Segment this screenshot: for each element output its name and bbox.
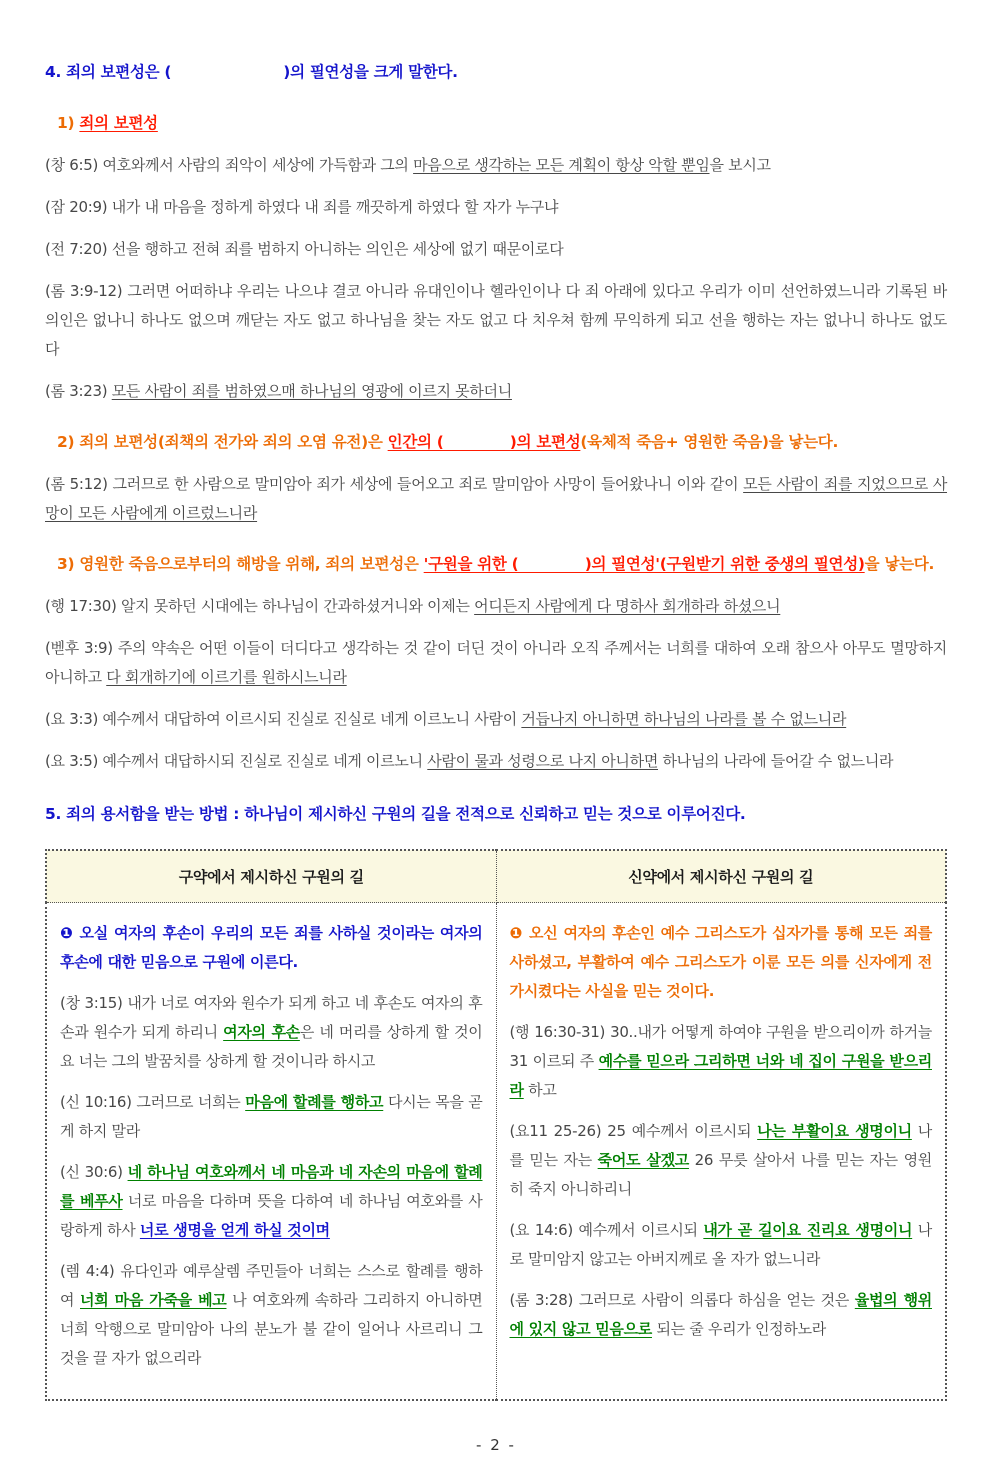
verse-emphasis: 모든 사람이 죄를 범하였으매 하나님의 영광에 이르지 못하더니	[111, 382, 512, 400]
verse-text: (신 30:6)	[60, 1163, 128, 1181]
heading-section-4: 4. 죄의 보편성은 ( )의 필연성을 크게 말한다.	[45, 63, 458, 81]
verse-emphasis-blue: 너로 생명을 얻게 하실 것이며	[139, 1221, 330, 1239]
verse-text: 나로 말미암지 않고는 아버지께로 올 자가 없느니라	[509, 1221, 932, 1268]
circled-one-icon: ❶	[509, 924, 524, 942]
verse-text: (요 3:5) 예수께서 대답하시되 진실로 진실로 네게 이르노니	[45, 752, 428, 770]
subheading-3-text: 을 낳는다.	[864, 555, 935, 573]
verse-text: (롬 5:12) 그러므로 한 사람으로 말미암아 죄가 세상에 들어오고 죄로 말미암아 사망이 들어왔나니 이와 같이	[45, 475, 744, 493]
verse-john-11-25-26	[510, 1117, 933, 1204]
verse-deut-10-16	[60, 1088, 483, 1146]
verse-john-3-3	[45, 705, 947, 734]
verse-2pet-3-9	[45, 634, 947, 692]
summary-text: 오신 여자의 후손인 예수 그리스도가 십자가를 통해 모든 죄를 사하셨고, 부활하여 예수 그리스도가 이룬 모든 의를 신자에게 전가시켰다는 사실을 믿는 것이다.	[509, 924, 932, 1000]
verse-john-3-5	[45, 747, 947, 776]
circled-one-icon: ❶	[60, 924, 74, 942]
verse-text: (행 16:30-31) 30..내가 어떻게 하여야 구원을 받으리이까 하거늘 31 이르되 주	[509, 1023, 932, 1070]
verse-text: 나 여호와께 속하라 그리하지 아니하면 너희 악행으로 말미암아 나의 분노가 불 같이 일어나 사르리니 그것을 끌 자가 없으리라	[60, 1291, 483, 1367]
verse-gen-3-15	[60, 989, 483, 1076]
verse-text: (창 6:5) 여호와께서 사람의 죄악이 세상에 가득함과 그의	[45, 156, 414, 174]
verse-text: 26 무릇 살아서 나를 믿는 자는 영원히 죽지 아니하리니	[509, 1151, 932, 1198]
verse-emphasis: 나는 부활이요 생명이니	[757, 1122, 912, 1140]
verse-text: 나를 믿는 자는	[509, 1122, 932, 1169]
verse-text: 하나님의 나라에 들어갈 수 없느니라	[658, 752, 894, 770]
new-testament-cell	[496, 903, 946, 1401]
verse-text: 은 네 머리를 상하게 할 것이요 너는 그의 발꿈치를 상하게 할 것이니라 하시고	[60, 1023, 483, 1070]
verse-emphasis: 어디든지 사람에게 다 명하사 회개하라 하셨으니	[474, 597, 781, 615]
table-body-row	[46, 903, 946, 1401]
verse-john-14-6	[510, 1216, 933, 1274]
verse-deut-30-6	[60, 1158, 483, 1245]
verse-acts-16-30-31	[510, 1018, 933, 1105]
verse-prov-20-9	[45, 193, 947, 222]
verse-text: (요 3:3) 예수께서 대답하여 이르시되 진실로 진실로 네게 이르노니 사람이	[45, 710, 522, 728]
verse-rom-3-23	[45, 377, 947, 406]
verse-text: 을 보시고	[709, 156, 771, 174]
verse-emphasis: 너희 마음 가죽을 베고	[80, 1291, 227, 1309]
verse-gen-6-5	[45, 151, 947, 180]
verse-text: 너로 마음을 다하며 뜻을 다하여 네 하나님 여호와를 사랑하게 하사	[60, 1192, 483, 1239]
verse-emphasis: 네 하나님 여호와께서 네 마음과 네 자손의 마음에 할례를 베푸사	[60, 1163, 483, 1210]
verse-text: (요 14:6) 예수께서 이르시되	[509, 1221, 704, 1239]
subheading-3-text: 3) 영원한 죽음으로부터의 해방을 위해, 죄의 보편성은	[57, 555, 424, 573]
verse-emphasis: 거듭나지 아니하면 하나님의 나라를 볼 수 없느니라	[521, 710, 847, 728]
verse-emphasis: 마음에 할례를 행하고	[245, 1093, 384, 1111]
verse-rom-3-9-12	[45, 277, 947, 364]
table-header-new-testament: 신약에서 제시하신 구원의 길	[496, 850, 946, 903]
verse-jer-4-4	[60, 1257, 483, 1373]
verse-emphasis: 율법의 행위에 있지 않고 믿음으로	[509, 1291, 932, 1338]
subheading-2-text: (육체적 죽음+ 영원한 죽음)을 낳는다.	[580, 433, 839, 451]
table-header-row	[46, 850, 946, 903]
verse-text: (창 3:15) 내가 너로 여자와 원수가 되게 하고 네 후손도 여자의 후손과 원수가 되게 하리니	[60, 994, 483, 1041]
table-header-old-testament: 구약에서 제시하신 구원의 길	[46, 850, 496, 903]
subheading-1	[45, 109, 947, 138]
verse-text: 하고	[523, 1081, 557, 1099]
verse-emphasis: 죽어도 살겠고	[597, 1151, 689, 1169]
subheading-3-emphasis: '구원을 위한 ( )의 필연성'(구원받기 위한 중생의 필연성)	[423, 555, 865, 573]
verse-acts-17-30	[45, 592, 947, 621]
subheading-1-number: 1)	[57, 114, 80, 132]
verse-eccl-7-20	[45, 235, 947, 264]
summary-text: 오실 여자의 후손이 우리의 모든 죄를 사하실 것이라는 여자의 후손에 대한 믿음으로 구원에 이른다.	[60, 924, 483, 971]
verse-text: 다시는 목을 곧게 하지 말라	[60, 1093, 483, 1140]
verse-text: (잠 20:9) 내가 내 마음을 정하게 하였다 내 죄를 깨끗하게 하였다 할 자가 누구냐	[45, 198, 559, 216]
verse-emphasis: 내가 곧 길이요 진리요 생명이니	[703, 1221, 913, 1239]
verse-emphasis: 마음으로 생각하는 모든 계획이 항상 악할 뿐임	[413, 156, 710, 174]
verse-emphasis: 예수를 믿으라 그리하면 너와 네 집이 구원을 받으리라	[509, 1052, 932, 1099]
verse-emphasis: 사람이 물과 성령으로 나지 아니하면	[427, 752, 659, 770]
heading-section-5: 5. 죄의 용서함을 받는 방법 : 하나님이 제시하신 구원의 길을 전적으로 신뢰하고 믿는 것으로 이루어진다.	[45, 805, 746, 823]
verse-text: (롬 3:28) 그러므로 사람이 의롭다 하심을 얻는 것은	[509, 1291, 855, 1309]
subheading-2-emphasis: 인간의 ( )의 보편성	[387, 433, 581, 451]
page-number: - 2 -	[476, 1436, 516, 1454]
verse-text: 되는 줄 우리가 인정하노라	[651, 1320, 826, 1338]
old-testament-summary	[60, 919, 483, 977]
verse-rom-5-12	[45, 470, 947, 528]
verse-text: (행 17:30) 알지 못하던 시대에는 하나님이 간과하셨거니와 이제는	[45, 597, 475, 615]
verse-text: (롬 3:9-12) 그러면 어떠하냐 우리는 나으냐 결코 아니라 유대인이나 헬라인이나 다 죄 아래에 있다고 우리가 이미 선언하였느니라 기록된 바 의인은 없나니 하나도 없으며 깨닫는 자도 없고 하나님을 찾는 자도 없고 다 치우쳐 함께 무익하게 되고 선을 행하는 자는 없나니 하나도 없도다	[45, 282, 947, 358]
verse-text: (렘 4:4) 유다인과 예루살렘 주민들아 너희는 스스로 할례를 행하여	[60, 1262, 483, 1309]
verse-emphasis: 모든 사람이 죄를 지었으므로 사망이 모든 사람에게 이르렀느니라	[45, 475, 948, 522]
verse-text: (벧후 3:9) 주의 약속은 어떤 이들이 더디다고 생각하는 것 같이 더딘 것이 아니라 오직 주께서는 너희를 대하여 오래 참으사 아무도 멸망하지 아니하고	[45, 639, 947, 686]
verse-text: (전 7:20) 선을 행하고 전혀 죄를 범하지 아니하는 의인은 세상에 없기 때문이로다	[45, 240, 564, 258]
subheading-1-label: 죄의 보편성	[79, 114, 158, 132]
verse-rom-3-28	[510, 1286, 933, 1344]
verse-emphasis: 다 회개하기에 이르기를 원하시느니라	[106, 668, 347, 686]
verse-text: (롬 3:23)	[45, 382, 112, 400]
salvation-paths-table	[45, 849, 947, 1401]
verse-emphasis: 여자의 후손	[223, 1023, 300, 1041]
subheading-2-text: 2) 죄의 보편성(죄책의 전가와 죄의 오염 유전)은	[57, 433, 388, 451]
verse-text: (요11 25-26) 25 예수께서 이르시되	[509, 1122, 758, 1140]
subheading-2	[45, 428, 947, 457]
subheading-3	[45, 550, 947, 579]
verse-text: (신 10:16) 그러므로 너희는	[60, 1093, 246, 1111]
old-testament-cell	[46, 903, 496, 1401]
new-testament-summary	[510, 919, 933, 1006]
